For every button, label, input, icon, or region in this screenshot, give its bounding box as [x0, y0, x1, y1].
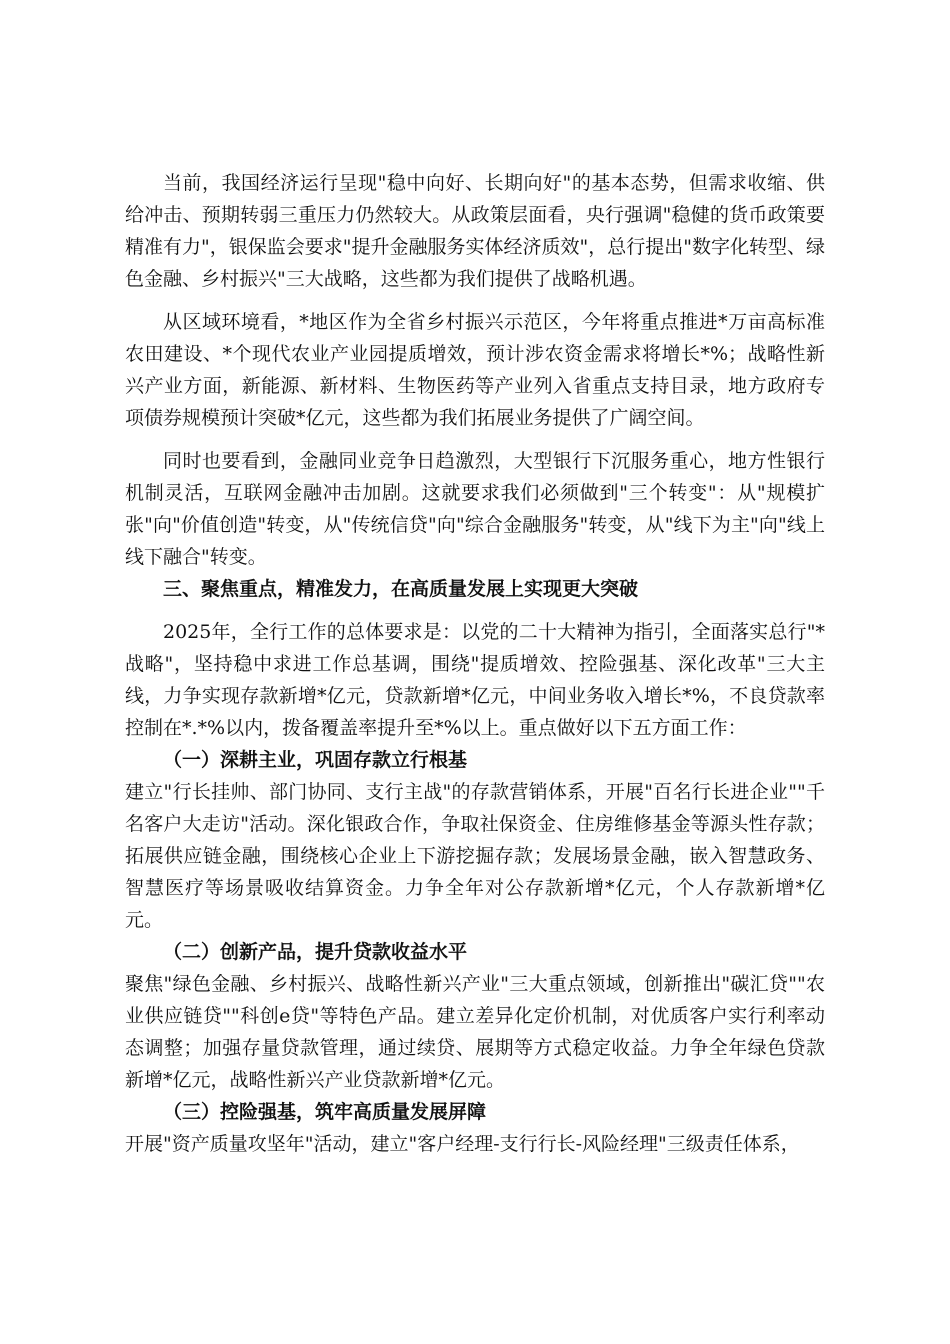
paragraph-competition: 同时也要看到，金融同业竞争日趋激烈，大型银行下沉服务重心，地方性银行机制灵活，互联网金融冲击加剧。这就要求我们必须做到"三个转变"：从"规模扩张"向"价值创造"转变，从"传统信贷"向"综合金融服务"转变，从"线下为主"向"线上线下融合"转变。	[125, 450, 825, 568]
paragraph-deposits: 建立"行长挂帅、部门协同、支行主战"的存款营销体系，开展"百名行长进企业""千名客户大走访"活动。深化银政合作，争取社保资金、住房维修基金等源头性存款；拓展供应链金融，围绕核心企业上下游挖掘存款；发展场景金融，嵌入智慧政务、智慧医疗等场景吸收结算资金。力争全年对公存款新增*亿元，个人存款新增*亿元。	[125, 781, 825, 931]
subheading-loans: （二）创新产品，提升贷款收益水平	[163, 941, 468, 963]
paragraph-region: 从区域环境看，*地区作为全省乡村振兴示范区，今年将重点推进*万亩高标准农田建设、*个现代农业产业园提质增效，预计涉农资金需求将增长*%；战略性新兴产业方面，新能源、新材料、生物医药等产业列入省重点支持目录，地方政府专项债券规模预计突破*亿元，这些都为我们拓展业务提供了广阔空间。	[125, 311, 825, 429]
paragraph-risk: 开展"资产质量攻坚年"活动，建立"客户经理-支行行长-风险经理"三级责任体系，	[125, 1133, 800, 1155]
subheading-risk: （三）控险强基，筑牢高质量发展屏障	[163, 1101, 487, 1123]
paragraph-economy: 当前，我国经济运行呈现"稳中向好、长期向好"的基本态势，但需求收缩、供给冲击、预期转弱三重压力仍然较大。从政策层面看，央行强调"稳健的货币政策要精准有力"，银保监会要求"提升金融服务实体经济质效"，总行提出"数字化转型、绿色金融、乡村振兴"三大战略，这些都为我们提供了战略机遇。	[125, 172, 825, 290]
paragraph-requirements: 2025年，全行工作的总体要求是：以党的二十大精神为指引，全面落实总行"*战略"，坚持稳中求进工作总基调，围绕"提质增效、控险强基、深化改革"三大主线，力争实现存款新增*亿元，贷款新增*亿元，中间业务收入增长*%，不良贷款率控制在*.*%以内，拨备覆盖率提升至*%以上。重点做好以下五方面工作：	[125, 621, 825, 739]
document-page	[125, 167, 825, 1160]
section-heading: 三、聚焦重点，精准发力，在高质量发展上实现更大突破	[163, 578, 639, 600]
paragraph-loans: 聚焦"绿色金融、乡村振兴、战略性新兴产业"三大重点领域，创新推出"碳汇贷""农业供应链贷""科创e贷"等特色产品。建立差异化定价机制，对优质客户实行利率动态调整；加强存量贷款管理，通过续贷、展期等方式稳定收益。力争全年绿色贷款新增*亿元，战略性新兴产业贷款新增*亿元。	[125, 973, 825, 1091]
subheading-deposits: （一）深耕主业，巩固存款立行根基	[163, 749, 468, 771]
